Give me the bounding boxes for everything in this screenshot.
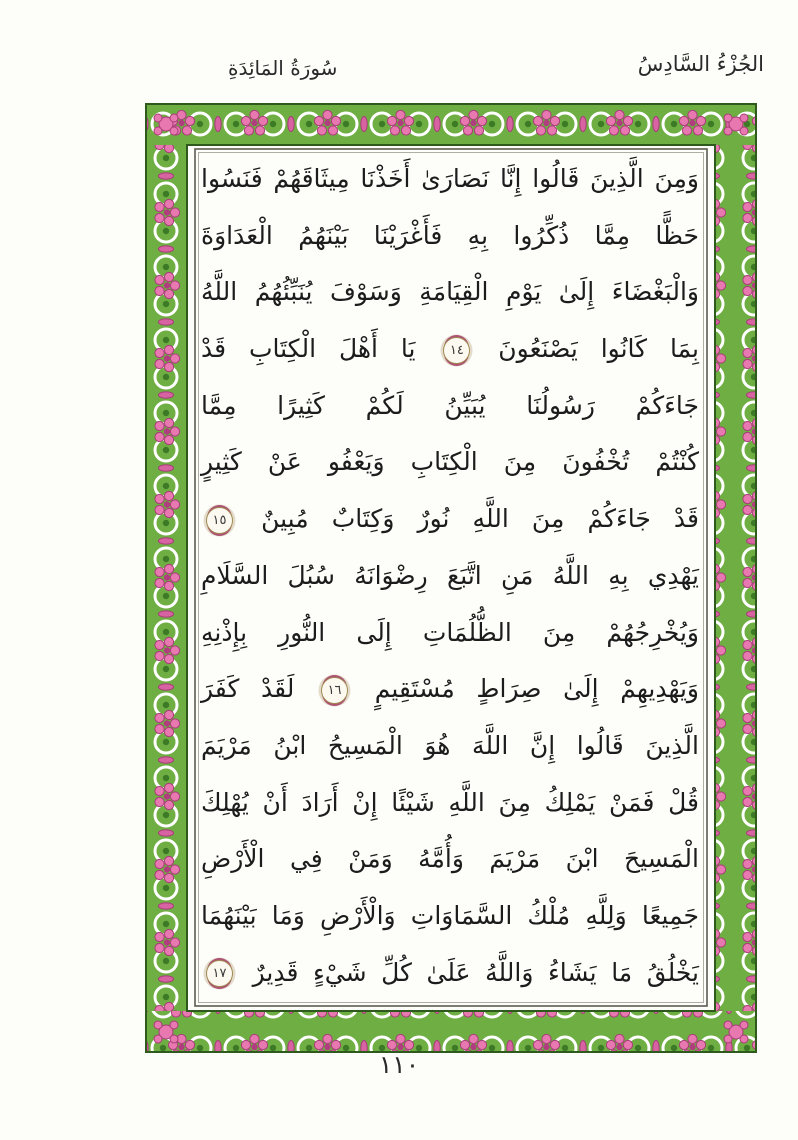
ayah-end-marker: ١٧	[206, 960, 233, 987]
ayah-text: الَّذِينَ قَالُوا إِنَّ اللَّهَ هُوَ الْمَسِيحُ ابْنُ مَرْيَمَ	[201, 730, 699, 760]
ayah-text: قُلْ فَمَنْ يَمْلِكُ مِنَ اللَّهِ شَيْئًا إِنْ أَرَادَ أَنْ يُهْلِكَ	[201, 787, 699, 817]
ayah-text: وَمِنَ الَّذِينَ قَالُوا إِنَّا نَصَارَىٰ أَخَذْنَا مِيثَاقَهُمْ فَنَسُوا	[201, 164, 699, 193]
ayah-end-marker: ١٥	[206, 507, 233, 534]
quran-text-block	[201, 151, 699, 1002]
ayah-text: كُنْتُمْ تُخْفُونَ مِنَ الْكِتَابِ وَيَعْفُو عَنْ كَثِيرٍ	[201, 447, 699, 477]
quran-line	[201, 718, 699, 775]
ayah-text: جَمِيعًا وَلِلَّهِ مُلْكُ السَّمَاوَاتِ وَالْأَرْضِ وَمَا بَيْنَهُمَا	[201, 900, 699, 930]
ayah-text: لَقَدْ كَفَرَ	[201, 674, 295, 704]
ayah-text: حَظًّا مِمَّا ذُكِّرُوا بِهِ فَأَغْرَيْنَا بَيْنَهُمُ الْعَدَاوَةَ	[201, 220, 699, 250]
surah-title: سُورَةُ المَائِدَةِ	[228, 56, 338, 80]
quran-line	[201, 491, 699, 548]
quran-line	[201, 264, 699, 321]
ayah-text: يَخْلُقُ مَا يَشَاءُ وَاللَّهُ عَلَىٰ كُلِّ شَيْءٍ قَدِيرٌ	[252, 957, 699, 987]
ayah-text: يَهْدِي بِهِ اللَّهُ مَنِ اتَّبَعَ رِضْوَانَهُ سُبُلَ السَّلَامِ	[201, 560, 699, 590]
page-header	[0, 48, 798, 94]
juz-title: الجُزْءُ السَّادِسُ	[637, 52, 764, 76]
quran-line	[201, 605, 699, 662]
ayah-text: وَالْبَغْضَاءَ إِلَىٰ يَوْمِ الْقِيَامَةِ وَسَوْفَ يُنَبِّئُهُمُ اللَّهُ	[201, 277, 699, 307]
quran-line	[201, 831, 699, 888]
border-band-top	[145, 103, 757, 145]
quran-line	[201, 548, 699, 605]
ayah-text: يَا أَهْلَ الْكِتَابِ قَدْ	[201, 334, 416, 364]
ayah-text: وَيَهْدِيهِمْ إِلَىٰ صِرَاطٍ مُسْتَقِيمٍ	[374, 674, 699, 704]
quran-line	[201, 378, 699, 435]
quran-line	[201, 945, 699, 1002]
ayah-end-marker: ١٦	[321, 677, 348, 704]
quran-line	[201, 208, 699, 265]
quran-line	[201, 661, 699, 718]
ayah-text: قَدْ جَاءَكُمْ مِنَ اللَّهِ نُورٌ وَكِتَابٌ مُبِينٌ	[261, 504, 699, 534]
ayah-end-marker: ١٤	[443, 337, 470, 364]
page-number: ١١٠	[378, 1050, 420, 1079]
ayah-text: جَاءَكُمْ رَسُولُنَا يُبَيِّنُ لَكُمْ كَثِيرًا مِمَّا	[201, 390, 699, 420]
quran-line	[201, 151, 699, 208]
border-band-bottom	[145, 1011, 757, 1053]
quran-line	[201, 775, 699, 832]
quran-line	[201, 888, 699, 945]
quran-line	[201, 434, 699, 491]
ayah-text: بِمَا كَانُوا يَصْنَعُونَ	[498, 334, 699, 364]
border-band-left	[145, 145, 187, 1011]
quran-line	[201, 321, 699, 378]
ayah-text: وَيُخْرِجُهُمْ مِنَ الظُّلُمَاتِ إِلَى النُّورِ بِإِذْنِهِ	[201, 617, 699, 647]
ayah-text: الْمَسِيحَ ابْنَ مَرْيَمَ وَأُمَّهُ وَمَنْ فِي الْأَرْضِ	[201, 844, 699, 874]
border-band-right	[715, 145, 757, 1011]
